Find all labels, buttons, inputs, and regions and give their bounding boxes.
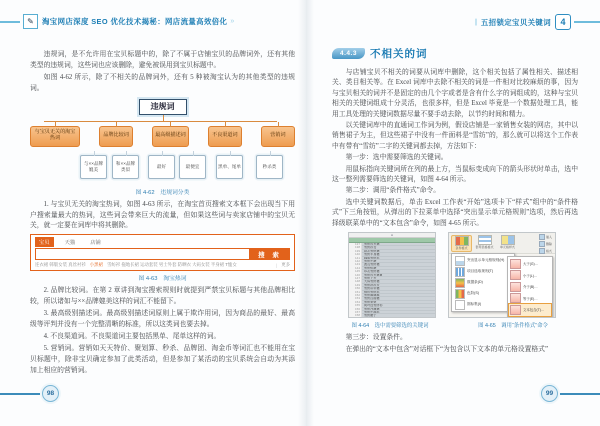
tab-dianpu[interactable]: 店铺 — [90, 240, 101, 247]
excel-row-number: 143 — [349, 263, 362, 266]
excel-row-number: 156 — [349, 308, 362, 311]
paragraph-item-1: 1. 与宝贝无关的淘宝热词，如图 4-63 所示，在淘宝首页搜索文本框下会出现当下用户搜索量最大的热词，这些词会带来巨大的流量，但如果这些词与卖家店铺中的宝贝无关，就一定要在词库中将其删除。 — [30, 200, 295, 230]
paragraph-intro-1: 违规词，是不允许用在宝贝标题中的，除了不属于店铺宝贝的品牌词外，还有其他类型的违规词，这些词也应该删除，避免被误用到宝贝标题中。 — [30, 51, 295, 69]
menu-item-icon — [455, 256, 465, 266]
excel-ribbon — [449, 233, 555, 254]
paragraph: 用鼠标指向关键词所在列的最上方，当鼠标变成向下的箭头形状时单击，选中这一整列需要筛选的关键词，如图 4-64 所示。 — [332, 165, 578, 184]
delete-icon — [539, 241, 545, 247]
step-2-heading: 第二步：调用“条件格式”命令。 — [345, 187, 440, 195]
diagram-category: 品牌比较词 — [99, 126, 133, 147]
diagram-example: 最便宜 — [179, 155, 206, 179]
paragraph-intro-2: 如图 4-62 所示，除了不相关的品牌词外，还有 5 种被淘宝认为的其他类型的违规词。 — [30, 73, 295, 92]
pen-icon: ✎ — [23, 14, 38, 29]
hot-word-highlighted[interactable]: 小黑裙 — [89, 262, 103, 268]
tab-baobei[interactable]: 宝贝 — [35, 237, 54, 247]
excel-cell-keyword[interactable]: 大码雪纺裙 — [362, 280, 435, 283]
right-footer — [539, 385, 600, 402]
paragraph: 在弹出的“文本中包含”对话框下“为包含以下文本的单元格设置格式” — [345, 345, 548, 353]
diagram-example: 和××品牌类似 — [112, 155, 139, 179]
diagram-category: 营销词 — [261, 126, 295, 147]
format-button[interactable]: 格式 — [539, 248, 552, 254]
submenu-item-icon — [510, 305, 521, 315]
page-number-right: 99 — [541, 385, 558, 402]
menu-item-icon — [455, 267, 465, 277]
figure-caption: 图 4-64 选中需要筛选的关键词 — [351, 323, 429, 330]
diagram-example: 与××品牌媲美 — [80, 155, 107, 179]
diagram-category: 与宝贝无关的淘宝热词 — [30, 126, 80, 147]
excel-row-number: 153 — [349, 297, 362, 300]
diagram-root-node: 违规词 — [139, 99, 187, 115]
excel-row-number: 145 — [349, 270, 362, 273]
excel-row-number: 137 — [349, 243, 362, 246]
delete-button[interactable]: 删除 — [539, 241, 552, 247]
excel-row-number: 148 — [349, 280, 362, 283]
footer-rule — [0, 393, 40, 395]
menu-item-icon — [455, 289, 465, 299]
excel-row-number: 140 — [349, 253, 362, 256]
figure-4-64-excel-column — [348, 232, 436, 318]
format-as-table-button[interactable]: 套用表格格式 — [474, 235, 495, 252]
submenu-item[interactable]: 文本包含(T)… — [509, 304, 551, 316]
paragraph: 与店铺宝贝不相关的词要从词库中删除，这个相关包括了属性相关、描述相关、类目相关等。在 Excel 词库中去除不相关的词是一件相对比较麻烦的事，因为与宝贝相关的词并不是固定的由几个字或者是含有什么字的词组成的，这种与宝贝相关的关键词组成十分灵活，也很多样，但是 Excel 毕竟是一个数据处理工具，能用工具处理的关键词数据尽量不要手动去除，以节约时间和精力。 — [332, 69, 578, 118]
step-3-heading: 第三步：设置条件。 — [345, 334, 407, 342]
right-page — [332, 0, 578, 356]
insert-button[interactable]: 插入 — [539, 234, 552, 240]
hot-words-row — [35, 262, 290, 268]
submenu-item[interactable]: 小于(L)… — [509, 270, 551, 282]
excel-cell-keyword[interactable]: 碎花雪纺裙 — [362, 250, 435, 253]
chapter-number-box: 4 — [555, 14, 571, 30]
left-header-title: 淘宝网店深度 SEO 优化技术揭秘：网店流量高效倍化 — [42, 17, 228, 26]
excel-cell-keyword[interactable]: 雪纺沙滩裙 — [362, 308, 435, 311]
excel-row-number: 142 — [349, 260, 362, 263]
highlight-rules-submenu — [507, 256, 553, 318]
submenu-item-icon — [510, 293, 521, 303]
paragraph: 选中关键词数据后，单击 Excel 工作表“开始”选项卡下“样式”组中的“条件格式”下三角按钮，从弹出的下拉菜单中选择“突出显示单元格规则”选项，然后再选择级联菜单中的“文本包含”命令，如图 4-65 所示。 — [332, 198, 578, 227]
excel-cell-keyword[interactable]: 雪纺连衣裙夏 — [362, 274, 435, 277]
paragraph-item-2: 2. 品牌比较词。在第 2 章讲到淘宝搜索规则时就提到严禁宝贝标题与其他品牌相比较，所以诸如与××品牌媲美这样的词汇不能留下。 — [30, 287, 295, 306]
submenu-item-icon — [510, 259, 521, 269]
paragraph-item-4: 4. 不良渠道词。不良渠道词主要包括黑单、尾单这样的词。 — [43, 332, 221, 340]
menu-item-icon — [455, 300, 465, 310]
menu-item[interactable]: 数据条(D) — [453, 277, 513, 288]
slash-decoration-icon: ∥ — [474, 19, 478, 26]
diagram-example: 秒杀类 — [256, 155, 283, 179]
search-button[interactable]: 搜 索 — [250, 248, 290, 260]
diagram-example: 最好 — [148, 155, 175, 179]
excel-cell-keyword[interactable]: 雪纺长裙 — [362, 260, 435, 263]
diagram-connector — [44, 121, 277, 122]
cell-styles-button[interactable]: 单元格样式 — [497, 235, 518, 252]
divider: | — [276, 262, 278, 268]
tab-tmall[interactable]: 天猫 — [64, 240, 76, 247]
chevron-decoration-icon: » — [230, 18, 235, 25]
figure-4-62-violation-words-diagram — [30, 99, 295, 185]
diagram-category: 最高级描述词 — [152, 126, 189, 147]
excel-cell-keyword[interactable]: 雪纺阔腿裤 — [362, 294, 435, 297]
excel-row-number: 157 — [349, 311, 362, 314]
figure-caption: 图 4-65 调用“条件格式”命令 — [478, 323, 548, 330]
excel-cell-keyword[interactable]: 雪纺衬衫女 — [362, 284, 435, 287]
page-gutter — [298, 0, 314, 426]
excel-cell-keyword[interactable]: 雪纺衫女 — [362, 246, 435, 249]
excel-cell-keyword[interactable]: 雪纺短裙 — [362, 267, 435, 270]
step-1-heading: 第一步：选中需要筛选的关键词。 — [345, 154, 448, 162]
conditional-format-icon — [455, 236, 469, 246]
conditional-format-dropdown — [451, 253, 515, 312]
right-header-title: 五招锁定宝贝关键词 — [480, 17, 551, 27]
left-page — [30, 0, 295, 378]
format-as-table-icon — [478, 235, 492, 245]
excel-row-number: 158 — [349, 314, 362, 317]
header-rule — [0, 21, 20, 23]
submenu-item[interactable]: 等于(E)… — [509, 293, 551, 305]
excel-row[interactable] — [349, 314, 435, 317]
diagram-example: 黑单、尾单 — [216, 155, 243, 179]
excel-row-number: 150 — [349, 287, 362, 290]
excel-cell-keyword[interactable]: 韩版雪纺衫 — [362, 257, 435, 260]
left-footer — [0, 385, 61, 402]
excel-row-number: 147 — [349, 277, 362, 280]
excel-row-number: 141 — [349, 257, 362, 260]
excel-row-number: 144 — [349, 267, 362, 270]
figure-captions — [332, 321, 578, 329]
excel-cell-keyword[interactable]: 雪纺连衣裙 — [362, 243, 435, 246]
figure-4-63-search-screenshot — [30, 234, 295, 271]
excel-row-number: 149 — [349, 284, 362, 287]
hot-word-group[interactable]: 雪纺衫 拖地长裙 运动套装 男士外套 防晒衣 大码女装 半身裙 T恤女 — [106, 262, 237, 268]
excel-cell-keyword[interactable]: 雪纺长袖衫 — [362, 311, 435, 314]
menu-item-icon — [455, 278, 465, 288]
excel-cell-keyword[interactable]: 雪纺吊带裙 — [362, 287, 435, 290]
diagram-category-row — [30, 126, 295, 147]
section-number-badge: 4.4.3 — [332, 48, 365, 59]
excel-cell-keyword[interactable]: 雪纺百褶裙 — [362, 297, 435, 300]
section-title: 不相关的词 — [369, 48, 428, 60]
excel-row-number: 138 — [349, 246, 362, 249]
submenu-item[interactable]: 大于(G)… — [509, 258, 551, 270]
paragraph-item-3: 3. 最高级别描述词。最高级别描述词原则上属于欺诈用词，因为商品的最好、最高级等评判并没有一个完整清晰的标准，所以这类词也要去掉。 — [30, 310, 295, 329]
submenu-item-icon — [510, 270, 521, 280]
excel-row-number: 155 — [349, 304, 362, 307]
figure-caption: 图 4-62 违规词分类 — [135, 189, 190, 196]
menu-item[interactable]: 项目选取规则(T) — [453, 266, 513, 277]
cell-styles-icon — [501, 235, 515, 245]
excel-cell-keyword[interactable]: 荷叶边雪纺衫 — [362, 304, 435, 307]
hot-word-group[interactable]: 连衣裙 韩版女装 真丝衬衫 — [35, 262, 86, 268]
cells-group — [539, 235, 553, 252]
insert-icon — [539, 234, 545, 240]
search-input[interactable] — [35, 248, 250, 260]
footer-rule — [560, 393, 600, 395]
figure-caption: 图 4-63 淘宝热词 — [138, 276, 187, 283]
diagram-category: 不良渠道词 — [208, 126, 242, 147]
figures-row — [348, 232, 578, 318]
excel-cell-keyword[interactable]: 波点雪纺裙 — [362, 263, 435, 266]
section-heading — [332, 46, 578, 61]
format-icon — [539, 248, 545, 254]
excel-row-number: 152 — [349, 294, 362, 297]
excel-cell-keyword[interactable]: 雪纺半身裙 — [362, 253, 435, 256]
submenu-item[interactable]: 介于(B)… — [509, 281, 551, 293]
submenu-item-icon — [510, 282, 521, 292]
search-tabs — [35, 238, 290, 247]
excel-row-number: 151 — [349, 291, 362, 294]
conditional-format-button[interactable]: 条件格式 — [451, 235, 472, 252]
excel-cell-keyword[interactable]: 印花雪纺裙 — [362, 270, 435, 273]
excel-cell-keyword[interactable]: 雪纺套装 — [362, 301, 435, 304]
menu-item[interactable]: 色阶(S) — [453, 288, 513, 299]
excel-row-number: 146 — [349, 274, 362, 277]
more-link[interactable]: 更多 — [281, 262, 290, 268]
excel-row-number: 154 — [349, 301, 362, 304]
diagram-example-row — [30, 155, 295, 181]
figure-4-65-conditional-format-menu — [448, 232, 556, 318]
paragraph-item-5: 5. 营销词。营销如天天特价、聚划算、秒杀、品牌团、淘金币等词汇也不能用在宝贝标题中，除非宝贝确定参加了此类活动，但是参加了某活动的宝贝系统会自动为其添加上相应的营销词。 — [30, 344, 295, 374]
excel-row-number: 139 — [349, 250, 362, 253]
excel-column-header[interactable]: A — [349, 233, 435, 238]
paragraph: 以关键词库中的直通词工作词为例，假设店铺是一家销售女装的网店，其中以销售裙子为主，但这些裙子中没有一件面料是“雪纺”的，那么就可以将这个工作表中有带有“雪纺”二字的关键词都去掉，方法如下： — [332, 122, 578, 150]
menu-item[interactable]: 突出显示单元格规则(H) — [453, 255, 513, 266]
menu-item[interactable]: 图标集(I) — [453, 299, 513, 310]
excel-keyword-list — [349, 243, 435, 318]
excel-cell-keyword[interactable]: 纯色雪纺衫 — [362, 291, 435, 294]
page-number-left: 98 — [42, 385, 59, 402]
excel-cell-keyword[interactable]: 雪纺上衣 — [362, 277, 435, 280]
excel-cell-keyword[interactable]: 雪纺裙子 — [362, 314, 435, 317]
